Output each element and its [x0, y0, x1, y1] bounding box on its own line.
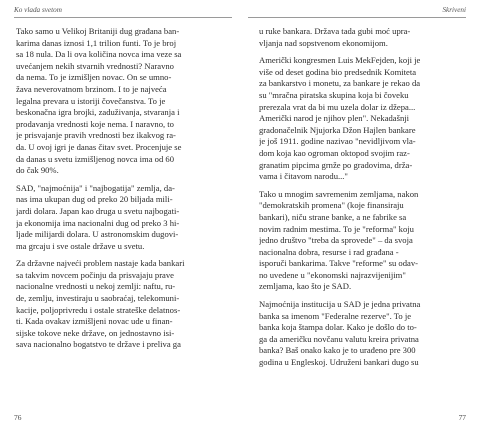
- text-line: jedno društvo "treba da sprovede" – da svoja: [259, 235, 413, 246]
- running-header-right: Skriveni: [442, 6, 466, 14]
- text-line: gradonačelnik Njujorka Džon Hajlen bankare: [259, 124, 416, 135]
- text-line: de, zemlju, investiraju u saobraćaj, telekomuni-: [16, 293, 180, 304]
- text-line: nacionalne vrednosti u nekoj zemlji: naftu, ru-: [16, 281, 176, 292]
- text-line: jardi dolara. Japan kao druga u svetu najbogati-: [16, 205, 180, 216]
- text-line: ja ekonomija ima nacionalni dug od preko 3 hi-: [16, 217, 180, 228]
- text-line: "demokratskih promena" (koje finansiraju: [259, 200, 404, 211]
- text-line: u ruke bankara. Država tada gubi moć upra-: [259, 26, 411, 36]
- text-line: Za državne najveći problem nastaje kada bankari: [16, 258, 185, 269]
- text-line: dom koja kao ogroman oktopod svojim raz-: [259, 147, 410, 158]
- text-line: no uvedene u "ekonomski najrazvijenijim": [259, 269, 406, 280]
- text-line: beskonačna igra brojki, zaduživanja, stvaranja i: [16, 107, 180, 118]
- text-line: zemljama, kao što je SAD.: [259, 281, 352, 292]
- text-line: da. U ovoj igri je danas čitav svet. Procenjuje se: [16, 141, 182, 152]
- text-line: Tako samo u Velikoj Britaniji dug građana ban-: [16, 26, 180, 36]
- text-line: je prisvajanje pravih vrednosti bez ikakvog ra-: [16, 130, 176, 141]
- header-rule-left: [14, 17, 232, 18]
- text-line: Američki kongresmen Luis MekFejden, koji je: [259, 55, 421, 66]
- right-page-body: [259, 26, 468, 369]
- text-line: da nema. To je izmišljen novac. On se umno-: [16, 72, 172, 83]
- text-line: bankari), niču strane banke, a ne fabrike sa: [259, 211, 407, 222]
- text-line: godina u Engleskoj. Udruženi bankari dugo su: [259, 357, 419, 368]
- text-line: ga da američku novčanu valutu kreira privatna: [259, 333, 419, 344]
- text-line: granatim pipcima grnže po gradovima, drža-: [259, 159, 413, 170]
- text-line: banka sa imenom "Federalne rezerve". To je: [259, 310, 412, 321]
- text-line: nacionalna dobra, resurse i rad građana -: [259, 246, 399, 257]
- paragraph: [16, 26, 225, 177]
- text-line: sava nacionalno bogatstvo te države i preliva ga: [16, 339, 181, 350]
- paragraph: [259, 299, 468, 369]
- paragraph: [16, 183, 225, 253]
- paragraph: [259, 55, 468, 183]
- text-line: banka koja štampa dolar. Kako je došlo do to-: [259, 322, 417, 333]
- text-line: novim radnim mestima. To je "reforma" koju: [259, 223, 414, 234]
- text-line: prodavanja vrednosti koje nema. I naravno, to: [16, 118, 174, 129]
- page-number-left: 76: [14, 413, 22, 422]
- text-line: su "mračna piratska skupina koja bi čoveku: [259, 89, 409, 100]
- text-line: sa takvim novcem počinju da prisvajaju prave: [16, 269, 174, 280]
- text-line: sa 18 nula. Da li ova količina novca ima veze sa: [16, 49, 182, 60]
- text-line: Najmoćnija institucija u SAD je jedna privatna: [259, 299, 421, 310]
- text-line: vljanja nad sopstvenom ekonomijom.: [259, 37, 388, 48]
- text-line: za bankarstvo i monetu, za bankare je rekao da: [259, 78, 421, 89]
- text-line: do čak 90%.: [16, 165, 59, 176]
- text-line: žava neverovatnom brzinom. I to je najveća: [16, 83, 167, 94]
- text-line: ljade milijardi dolara. U astronomskim dugovi-: [16, 229, 179, 240]
- paragraph: [16, 258, 225, 351]
- paragraph: [259, 189, 468, 293]
- text-line: kacije, poljoprivredu i ostale strateške delatnos-: [16, 304, 181, 315]
- text-line: je još 1911. godine nazivao "nevidljivom vla-: [259, 136, 416, 147]
- header-rule-right: [248, 17, 466, 18]
- text-line: sijske tokove neke države, on jednostavno isi-: [16, 327, 175, 338]
- right-page: [240, 0, 480, 432]
- text-line: ma grcaju i sve ostale države u svetu.: [16, 240, 145, 251]
- text-line: nas ima ukupan dug od preko 20 biljada mili-: [16, 194, 173, 205]
- text-line: uvećanjem nekih stvarnih vrednosti? Naravno: [16, 60, 174, 71]
- text-line: legalna prevara u istoriji čovečanstva. To je: [16, 95, 166, 106]
- text-line: Tako u mnogim savremenim zemljama, nakon: [259, 188, 419, 199]
- text-line: Američki narod je njihov plen". Nekadašnji: [259, 113, 410, 124]
- text-line: isporuči bankarima. Takve "reforme" su odav-: [259, 258, 418, 269]
- text-line: vama i čitavom narodu...": [259, 171, 348, 182]
- text-line: ti. Kada ovakav izmišljeni novac ude u finan-: [16, 316, 173, 327]
- text-line: prerezala vrat da bi mu uzela dolar iz džepa...: [259, 101, 416, 112]
- page-number-right: 77: [458, 413, 466, 422]
- text-line: više od deset godina bio predsednik Komiteta: [259, 66, 417, 77]
- left-page-body: [16, 26, 225, 351]
- paragraph: [259, 26, 468, 49]
- text-line: banka? Baš onako kako je to urađeno pre 300: [259, 345, 416, 356]
- text-line: SAD, "najmoćnija" i "najbogatija" zemlja, da-: [16, 182, 175, 193]
- text-line: karima danas iznosi 1,1 trilion funti. To je broj: [16, 37, 177, 48]
- text-line: da danas u svetu izmišljenog novca ima od 60: [16, 153, 174, 164]
- running-header-left: Ko vlada svetom: [14, 6, 62, 14]
